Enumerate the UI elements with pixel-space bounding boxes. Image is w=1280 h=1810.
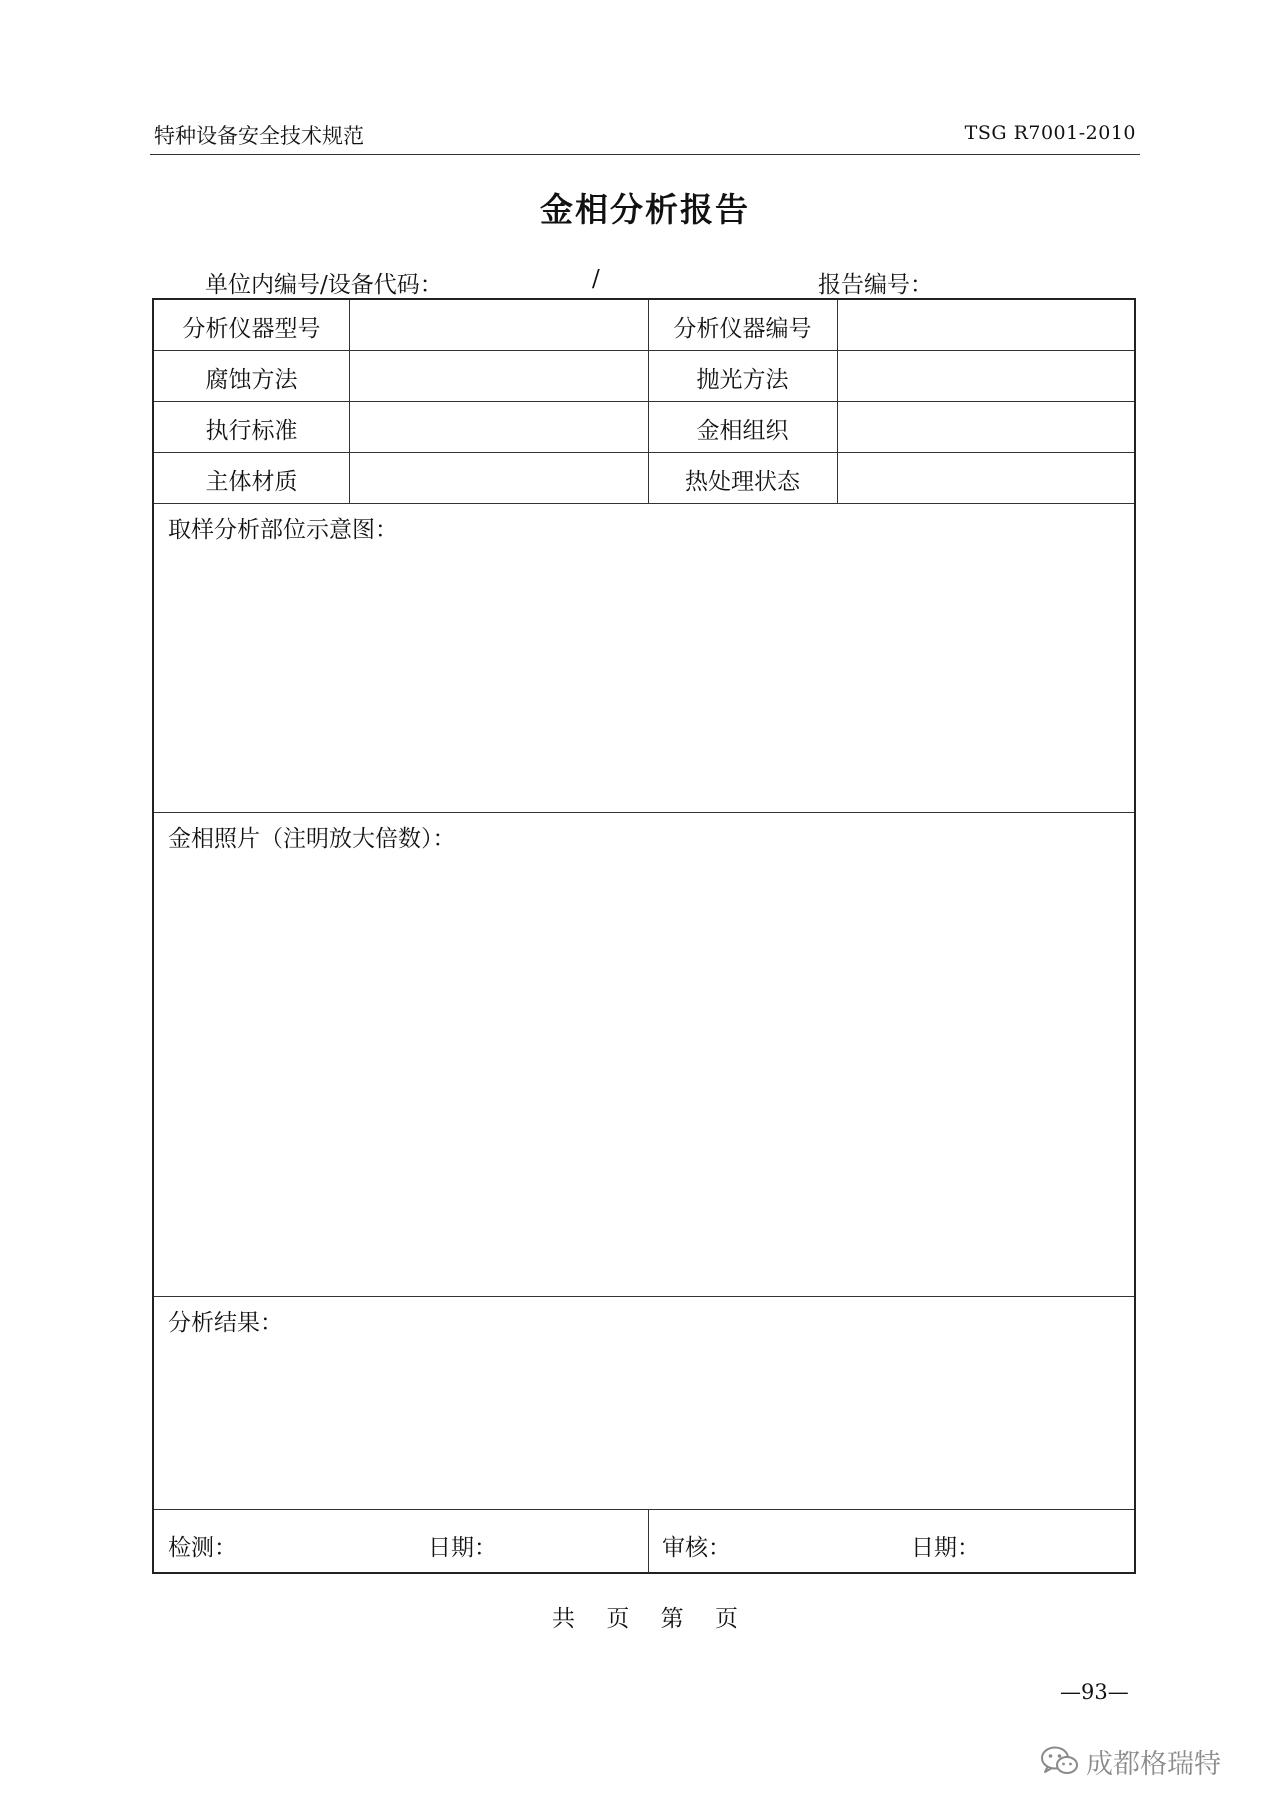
header-spec-title: 特种设备安全技术规范 xyxy=(154,124,364,148)
section-divider xyxy=(154,812,1134,813)
heat-treatment-label: 热处理状态 xyxy=(685,469,800,495)
unit-id-label: 单位内编号/设备代码： xyxy=(205,272,443,298)
watermark xyxy=(1040,1741,1221,1781)
polishing-method-label: 抛光方法 xyxy=(696,367,789,393)
column-divider xyxy=(837,300,838,503)
etching-method-label: 腐蚀方法 xyxy=(205,367,298,393)
instrument-model-label: 分析仪器型号 xyxy=(182,316,321,342)
page-current-label: 第 xyxy=(660,1606,684,1632)
running-header xyxy=(150,120,1140,155)
page-number: —93— xyxy=(1060,1680,1129,1704)
tester-date-label: 日期： xyxy=(428,1535,497,1561)
wechat-icon xyxy=(1040,1745,1080,1777)
document-title: 金相分析报告 xyxy=(540,190,750,229)
section-divider xyxy=(154,1296,1134,1297)
report-number-label: 报告编号： xyxy=(818,272,933,298)
reviewer-date-label: 日期： xyxy=(911,1535,980,1561)
main-material-label: 主体材质 xyxy=(205,469,298,495)
unit-id-slash: / xyxy=(592,266,600,292)
watermark-text: 成都格瑞特 xyxy=(1086,1748,1221,1780)
instrument-number-label: 分析仪器编号 xyxy=(673,316,812,342)
standard-label: 执行标准 xyxy=(205,418,298,444)
column-divider xyxy=(349,300,350,503)
metallographic-photo-label: 金相照片（注明放大倍数）： xyxy=(168,826,456,852)
page-total-label: 共 xyxy=(552,1606,576,1632)
page-count xyxy=(0,1600,1280,1633)
section-divider xyxy=(154,1509,1134,1510)
tester-label: 检测： xyxy=(168,1535,237,1561)
row-divider xyxy=(154,452,1134,453)
page-unit-label: 页 xyxy=(606,1606,630,1632)
analysis-result-label: 分析结果： xyxy=(168,1310,283,1336)
header-spec-code: TSG R7001-2010 xyxy=(964,122,1136,144)
row-divider xyxy=(154,401,1134,402)
report-form xyxy=(152,298,1136,1574)
row-divider xyxy=(154,350,1134,351)
microstructure-label: 金相组织 xyxy=(696,418,789,444)
page-unit-label: 页 xyxy=(714,1606,738,1632)
sampling-diagram-label: 取样分析部位示意图： xyxy=(168,517,398,543)
reviewer-label: 审核： xyxy=(662,1535,731,1561)
signature-divider xyxy=(648,1509,649,1573)
row-divider xyxy=(154,503,1134,504)
